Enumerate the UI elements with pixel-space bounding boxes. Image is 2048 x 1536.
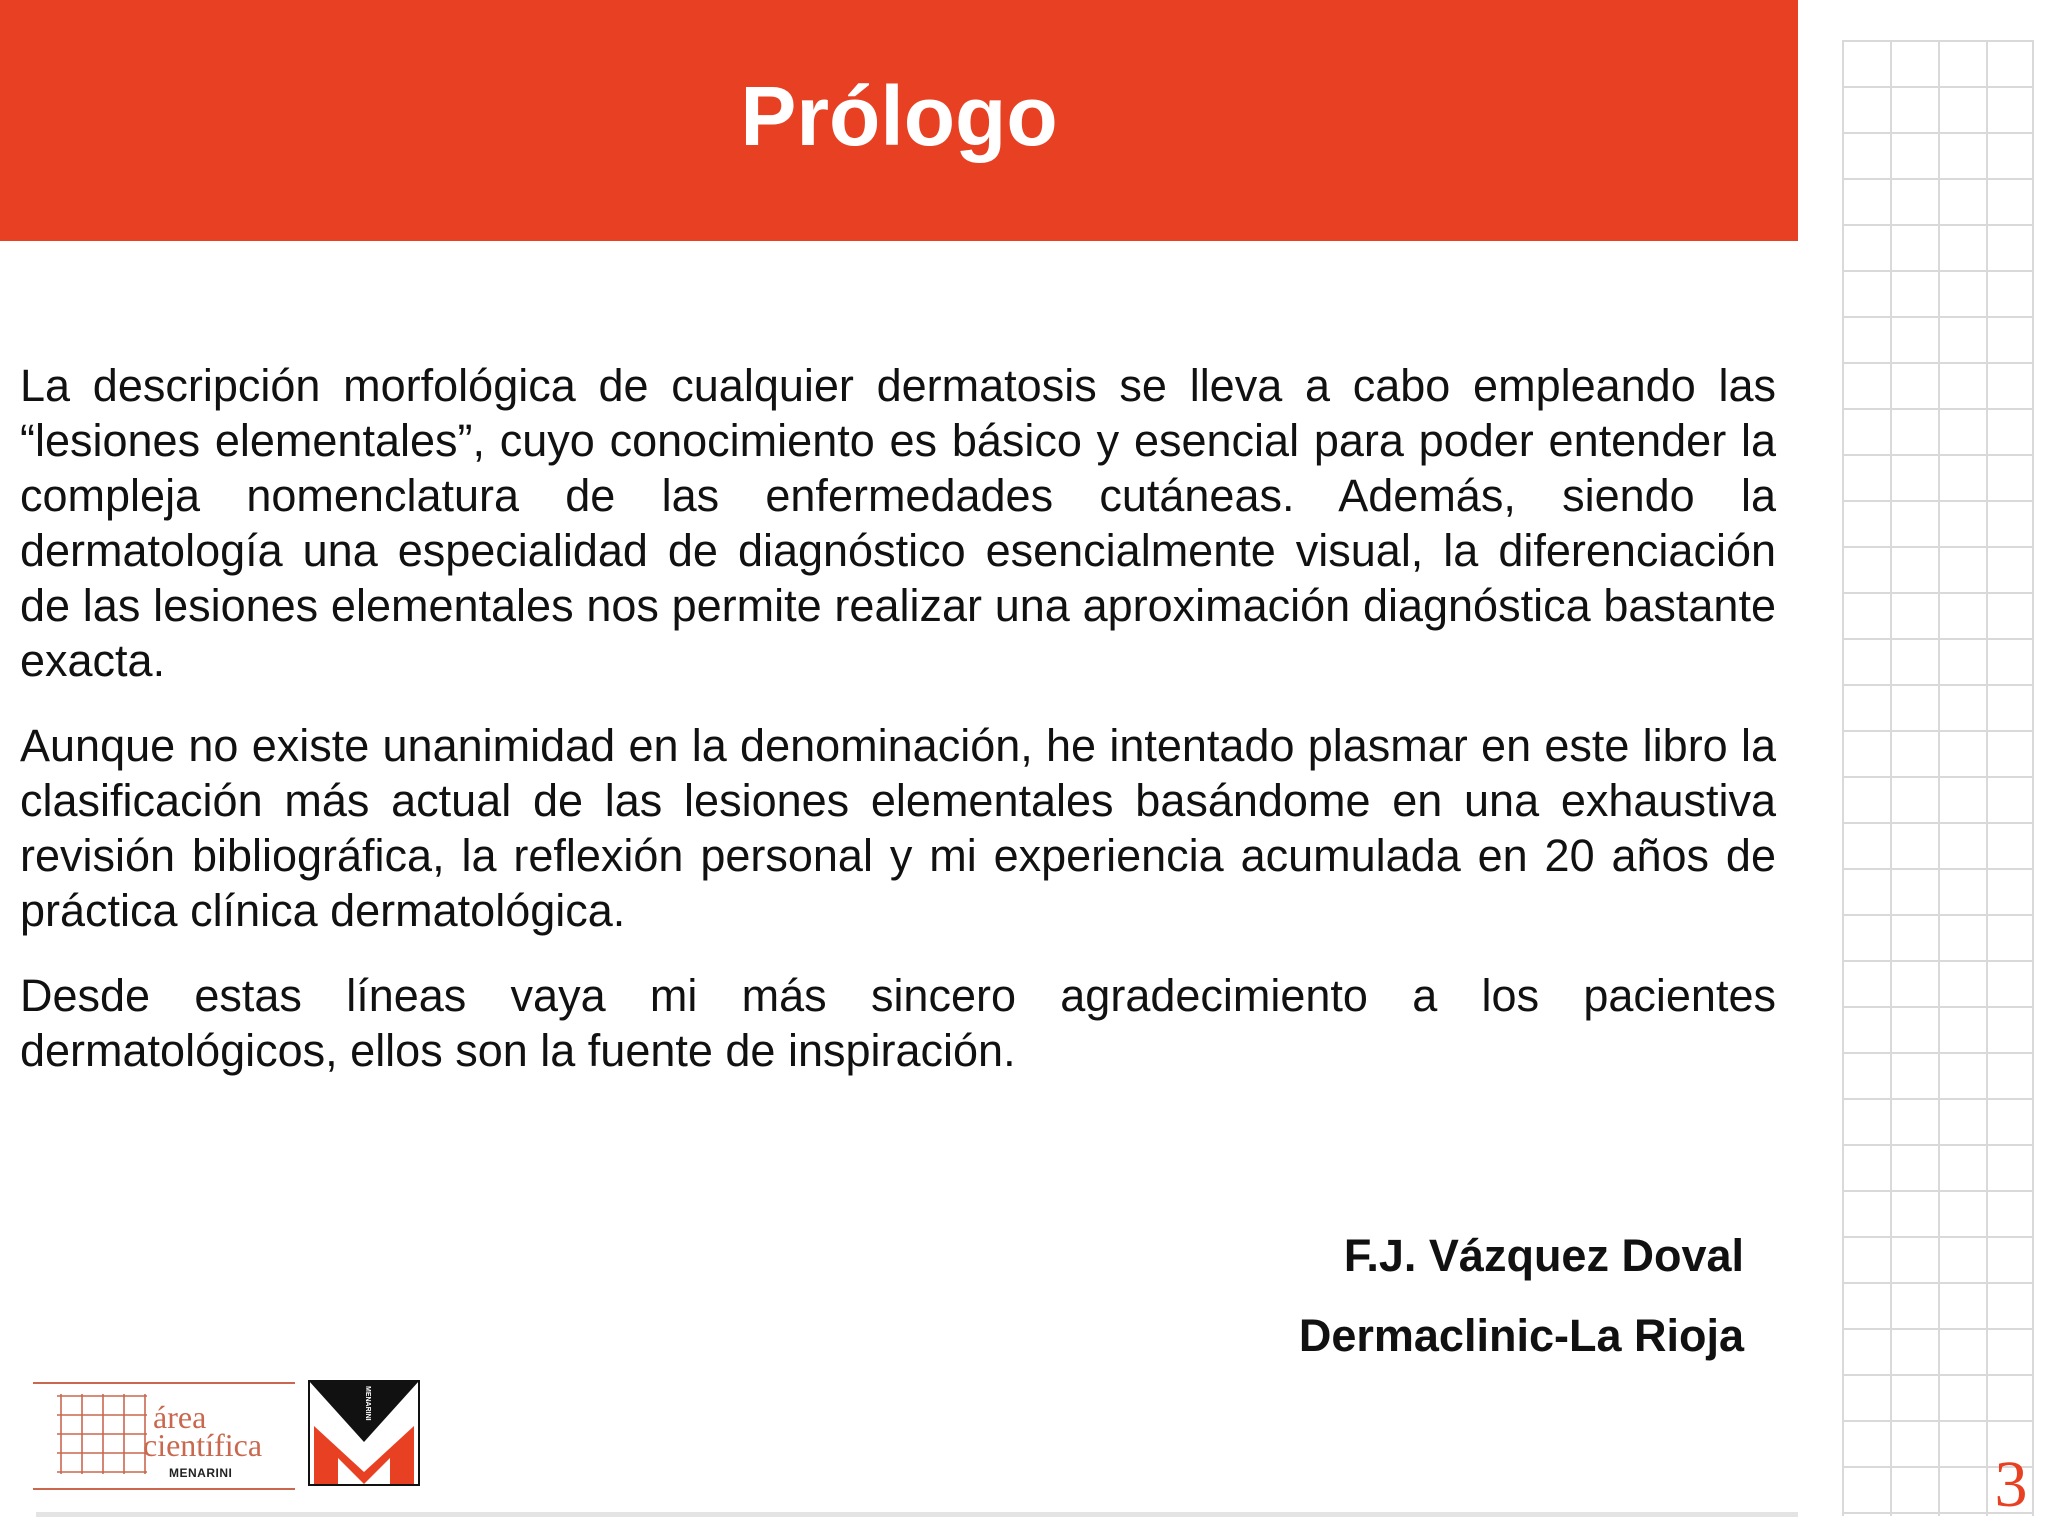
institution-name: Dermaclinic-La Rioja [1298, 1310, 1744, 1361]
page-title: Prólogo [740, 69, 1058, 163]
grid-logo-icon [57, 1394, 147, 1474]
footer-divider [36, 1512, 1798, 1517]
menarini-m-logo [308, 1380, 420, 1486]
decorative-grid [1842, 40, 2034, 1516]
signature-block [1299, 1230, 1744, 1362]
area-cientifica-logo [33, 1382, 295, 1490]
author-name: F.J. Vázquez Doval [1343, 1230, 1744, 1281]
logo-text-brand: MENARINI [169, 1466, 233, 1480]
page-number: 3 [1994, 1448, 2028, 1521]
paragraph-2: Aunque no existe unanimidad en la denominación, he intentado plasmar en este libro la clasificación más actual de las lesiones elementales basándome en una exhaustiva revisión bibliográfica, la reflexión personal y mi experiencia acumulada en 20 años de práctica clínica dermatológica. [20, 720, 1776, 936]
prologue-body [20, 358, 1776, 1108]
paragraph-1: La descripción morfológica de cualquier dermatosis se lleva a cabo empleando las “lesiones elementales”, cuyo conocimiento es básico y esencial para poder entender la compleja nomenclatura de las enfermedades cutáneas. Además, siendo la dermatología una especialidad de diagnóstico esencialmente visual, la diferenciación de las lesiones elementales nos permite realizar una aproximación diagnóstica bastante exacta. [20, 360, 1776, 686]
logo-text-area: área [153, 1399, 207, 1435]
logo-text-cientifica: científica [143, 1427, 263, 1463]
paragraph-3: Desde estas líneas vaya mi más sincero agradecimiento a los pacientes dermatológicos, ellos son la fuente de inspiración. [20, 970, 1776, 1076]
header-band [0, 0, 1798, 241]
menarini-vertical-text: MENARINI [364, 1386, 371, 1421]
